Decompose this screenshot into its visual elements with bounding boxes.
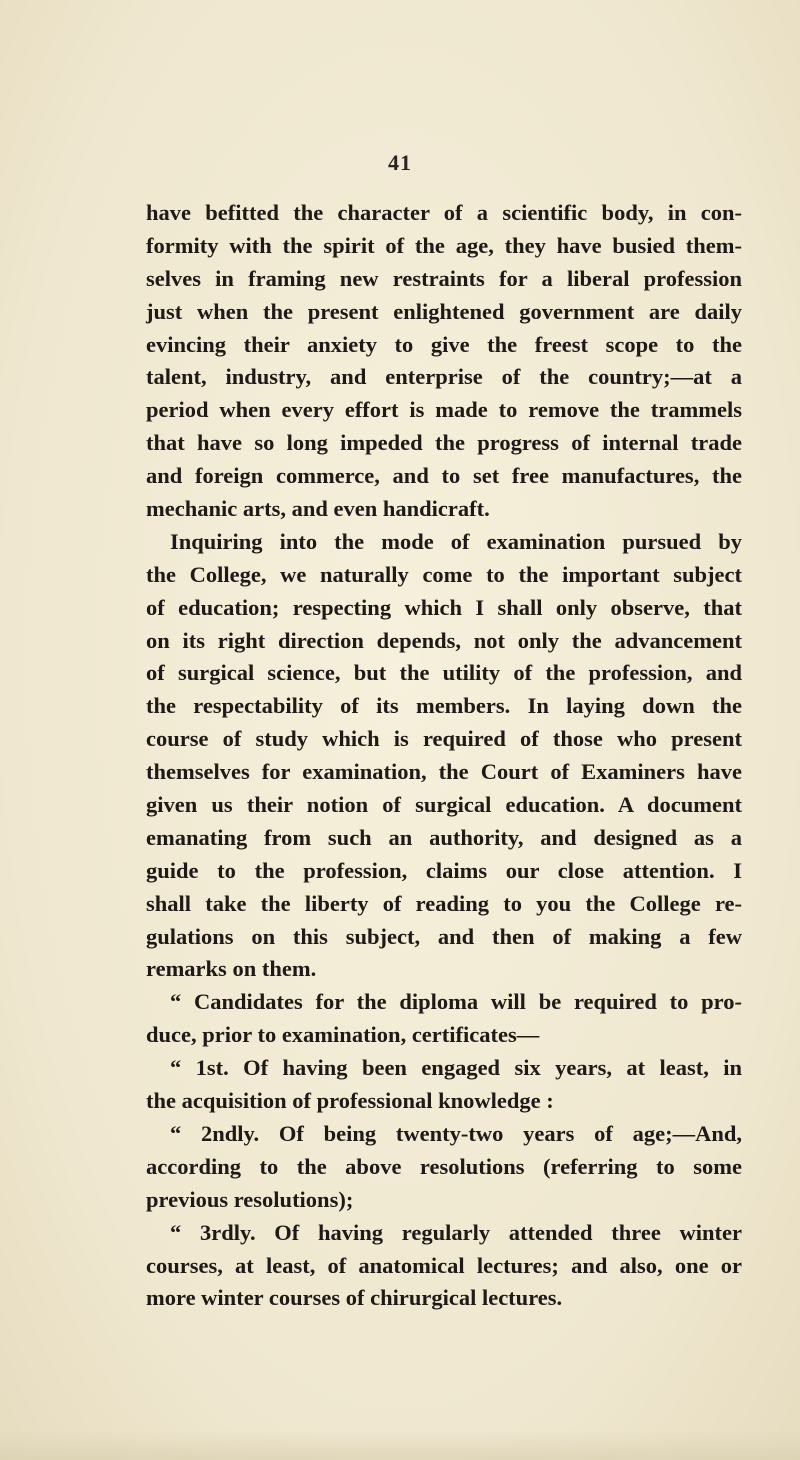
text-line: and foreign commerce, and to set free manufactures, the [146, 463, 742, 489]
text-line: duce, prior to examination, certificates— [146, 1022, 540, 1048]
text-line: that have so long impeded the progress of internal trade [146, 430, 742, 456]
text-line: selves in framing new restraints for a liberal profession [146, 265, 742, 291]
text-line: more winter courses of chirurgical lectures. [146, 1285, 563, 1311]
text-line: of surgical science, but the utility of the profession, and [146, 660, 742, 686]
text-line: Inquiring into the mode of examination pursued by [170, 528, 742, 554]
text-line: “ 2ndly. Of being twenty-two years of age;—And, [170, 1120, 742, 1146]
text-line: formity with the spirit of the age, they have busied them- [146, 232, 742, 258]
text-line: gulations on this subject, and then of making a few [146, 923, 742, 949]
text-line: mechanic arts, and even handicraft. [146, 496, 490, 522]
text-line: according to the above resolutions (referring to some [146, 1153, 742, 1179]
page-number: 41 [388, 150, 412, 175]
text-line: the acquisition of professional knowledge : [146, 1088, 554, 1114]
text-line: on its right direction depends, not only the advancement [146, 627, 742, 653]
text-line: “ 1st. Of having been engaged six years, at least, in [170, 1055, 742, 1081]
text-line: courses, at least, of anatomical lectures; and also, one or [146, 1252, 742, 1278]
text-line: guide to the profession, claims our close attention. I [146, 857, 742, 883]
page-edge-shading [0, 1430, 800, 1460]
text-line: previous resolutions); [146, 1186, 354, 1212]
text-line: the respectability of its members. In laying down the [146, 693, 742, 719]
text-line: remarks on them. [146, 956, 317, 982]
text-line: emanating from such an authority, and designed as a [146, 824, 742, 850]
text-line: period when every effort is made to remove the trammels [146, 397, 742, 423]
text-line: talent, industry, and enterprise of the country;—at a [146, 364, 742, 390]
text-line: given us their notion of surgical education. A document [146, 792, 742, 818]
text-line: “ Candidates for the diploma will be required to pro- [170, 989, 742, 1015]
text-line: evincing their anxiety to give the freest scope to the [146, 331, 742, 357]
text-line: the College, we naturally come to the important subject [146, 561, 742, 587]
text-line: “ 3rdly. Of having regularly attended three winter [170, 1219, 742, 1245]
body-text [146, 197, 742, 1315]
text-line: course of study which is required of those who present [146, 726, 742, 752]
text-line: themselves for examination, the Court of Examiners have [146, 759, 742, 785]
text-line: have befitted the character of a scientific body, in con- [146, 200, 742, 225]
text-line: just when the present enlightened government are daily [146, 298, 742, 324]
text-line: shall take the liberty of reading to you the College re- [146, 890, 742, 916]
text-line: of education; respecting which I shall only observe, that [146, 594, 742, 620]
